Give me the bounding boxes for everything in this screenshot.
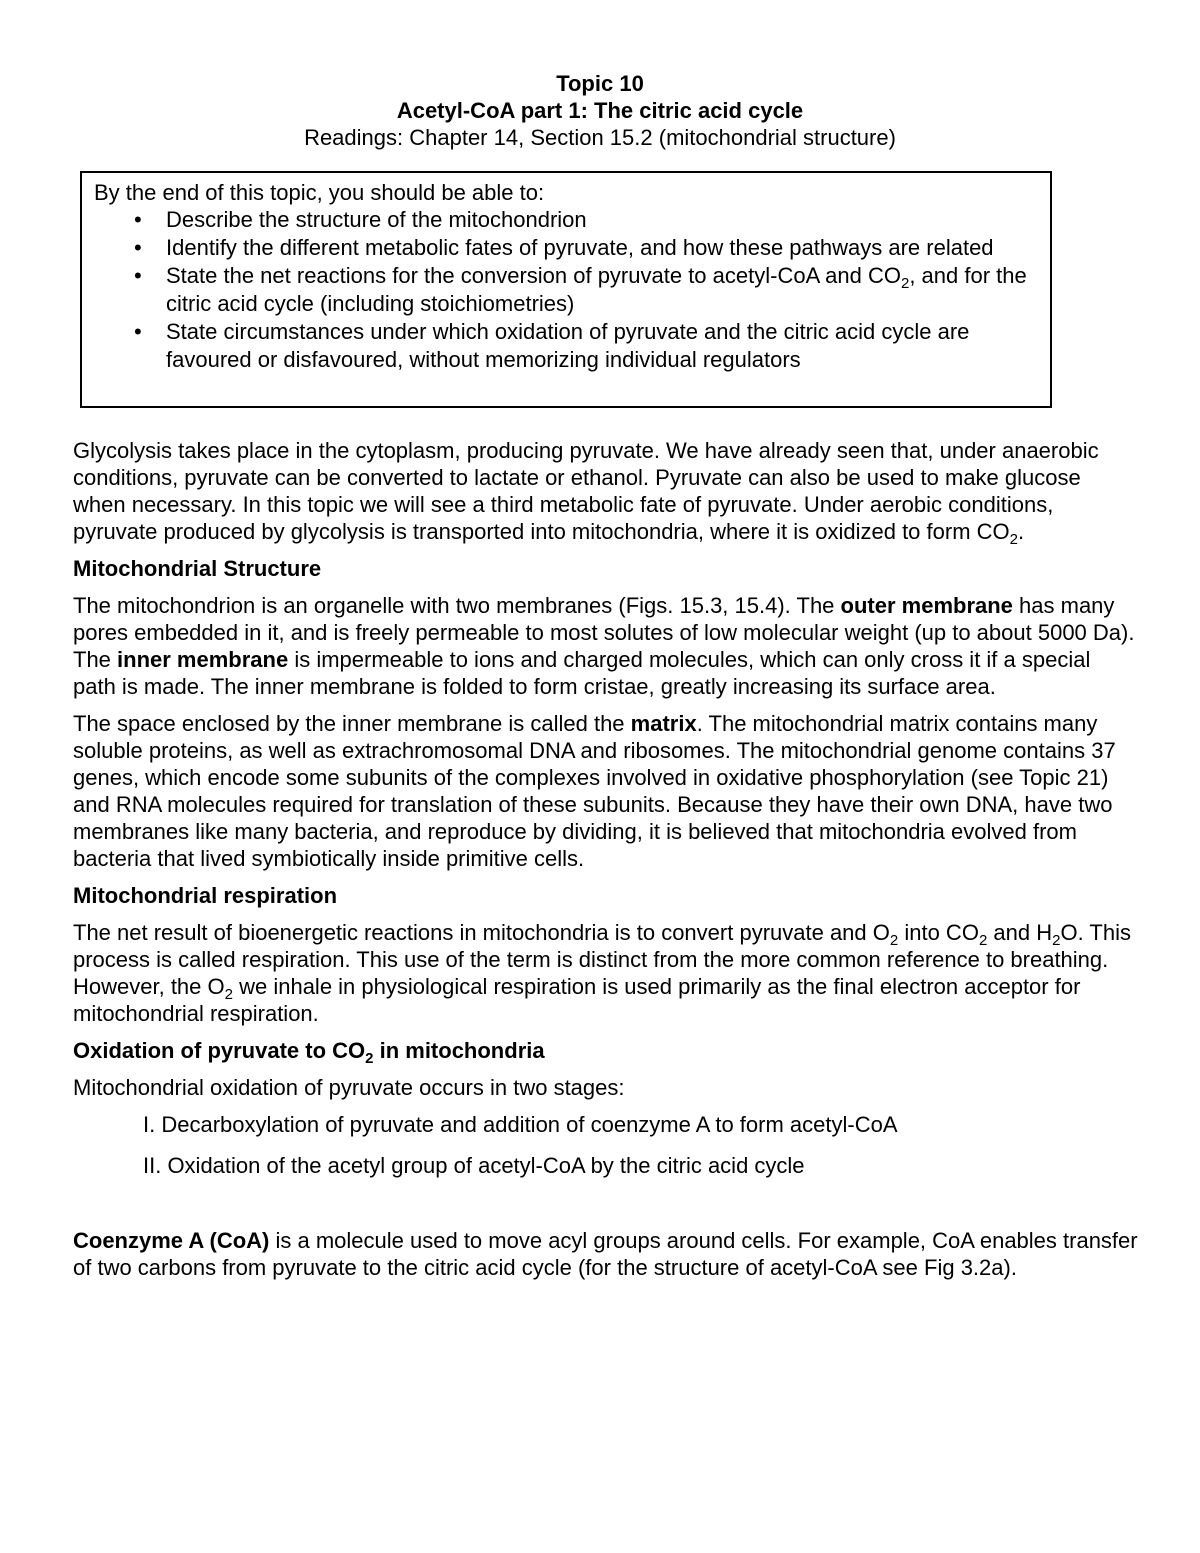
text-run: O. This process is called respiration. This use of the term is distinct from the more common reference to breathing. However, the O [73,920,1131,999]
spacer [73,1193,1138,1227]
text-run: into CO [898,920,979,945]
bullet-icon: • [134,263,142,288]
structure-paragraph-2 [73,710,1138,872]
text-run: has many pores embedded in it, and is freely permeable to most solutes of low molecular weight (up to about 5000 Da). The [73,593,1135,672]
text-run: Oxidation of pyruvate to CO [73,1038,366,1063]
coenzyme-a-paragraph [73,1227,1138,1281]
subscript: 2 [224,986,233,1003]
readings-line: Readings: Chapter 14, Section 15.2 (mitochondrial structure) [304,125,896,150]
objective-text: State circumstances under which oxidation of pyruvate and the citric acid cycle are favoured or disfavoured, without memorizing individual regulators [166,319,970,372]
bullet-icon: • [134,235,142,260]
stage-item: II. Oxidation of the acetyl group of acetyl-CoA by the citric acid cycle [143,1153,805,1178]
objectives-intro: By the end of this topic, you should be able to: [94,180,545,205]
objective-item [94,234,1050,262]
text-run: . The mitochondrial matrix contains many soluble proteins, as well as extrachromosomal DNA and ribosomes. The mitochondrial genome contains 37 genes, which encode some subunits of the complexes involved in oxidative phosphorylation (see Topic 21) and RNA molecules required for translation of these subunits. Because they have their own DNA, have two membranes like many bacteria, and reproduce by dividing, it is believed that mitochondria evolved from bacteria that lived symbiotically inside primitive cells. [73,711,1116,871]
subscript: 2 [1052,932,1061,949]
respiration-paragraph [73,919,1138,1027]
text-run: is impermeable to ions and charged molecules, which can only cross it if a special path is made. The inner membrane is folded to form cristae, greatly increasing its surface area. [73,647,1091,699]
text-run: The mitochondrion is an organelle with two membranes (Figs. 15.3, 15.4). The [73,593,841,618]
objective-text-part: , and for the citric acid cycle (including stoichiometries) [166,263,1027,316]
objective-text [166,263,1027,316]
term-matrix: matrix [630,711,697,736]
section-heading-oxidation [73,1037,1138,1067]
text-run: we inhale in physiological respiration is used primarily as the final electron acceptor for mitochondrial respiration. [73,974,1081,1026]
objective-item [94,318,1050,374]
stage-item: I. Decarboxylation of pyruvate and addition of coenzyme A to form acetyl-CoA [143,1112,898,1137]
term-outer-membrane: outer membrane [840,593,1013,618]
text-run: in mitochondria [373,1038,545,1063]
bullet-icon: • [134,207,142,232]
topic-number: Topic 10 [556,71,644,96]
term-inner-membrane: inner membrane [117,647,289,672]
text-run: and H [987,920,1053,945]
bullet-icon: • [134,319,142,344]
subscript: 2 [900,275,910,292]
text-run: Glycolysis takes place in the cytoplasm, producing pyruvate. We have already seen that, under anaerobic conditions, pyruvate can be converted to lactate or ethanol. Pyruvate can also be used to make glucose when necessary. In this topic we will see a third metabolic fate of pyruvate. Under aerobic conditions, pyruvate produced by glycolysis is transported into mitochondria, where it is oxidized to form CO [73,438,1099,544]
objective-item [94,262,1050,318]
objective-text: Describe the structure of the mitochondrion [166,207,587,232]
text-run: The space enclosed by the inner membrane is called the [73,711,631,736]
subscript: 2 [1009,531,1018,548]
learning-objectives-box [80,171,1052,408]
subscript: 2 [889,932,899,949]
subscript: 2 [978,932,988,949]
term-coenzyme-a: Coenzyme A (CoA) [73,1228,270,1253]
text-run: is a molecule used to move acyl groups around cells. For example, CoA enables transfer of two carbons from pyruvate to the citric acid cycle (for the structure of acetyl-CoA see Fig 3.2a). [73,1228,1138,1280]
objectives-list [94,206,1050,374]
structure-paragraph-1 [73,592,1138,700]
intro-paragraph [73,437,1138,548]
header [0,70,1200,151]
objective-item [94,206,1050,234]
objective-text: Identify the different metabolic fates of pyruvate, and how these pathways are related [166,235,994,260]
text-run: The net result of bioenergetic reactions in mitochondria is to convert pyruvate and O [73,920,890,945]
page-title: Acetyl-CoA part 1: The citric acid cycle [396,98,804,123]
section-heading-respiration: Mitochondrial respiration [73,883,338,908]
subscript: 2 [365,1050,374,1067]
oxidation-intro: Mitochondrial oxidation of pyruvate occurs in two stages: [73,1075,625,1100]
objective-text-part: State the net reactions for the conversion of pyruvate to acetyl-CoA and CO [166,263,901,288]
section-heading-structure: Mitochondrial Structure [73,556,322,581]
document-body [73,437,1138,1291]
text-run: . [1018,519,1025,544]
